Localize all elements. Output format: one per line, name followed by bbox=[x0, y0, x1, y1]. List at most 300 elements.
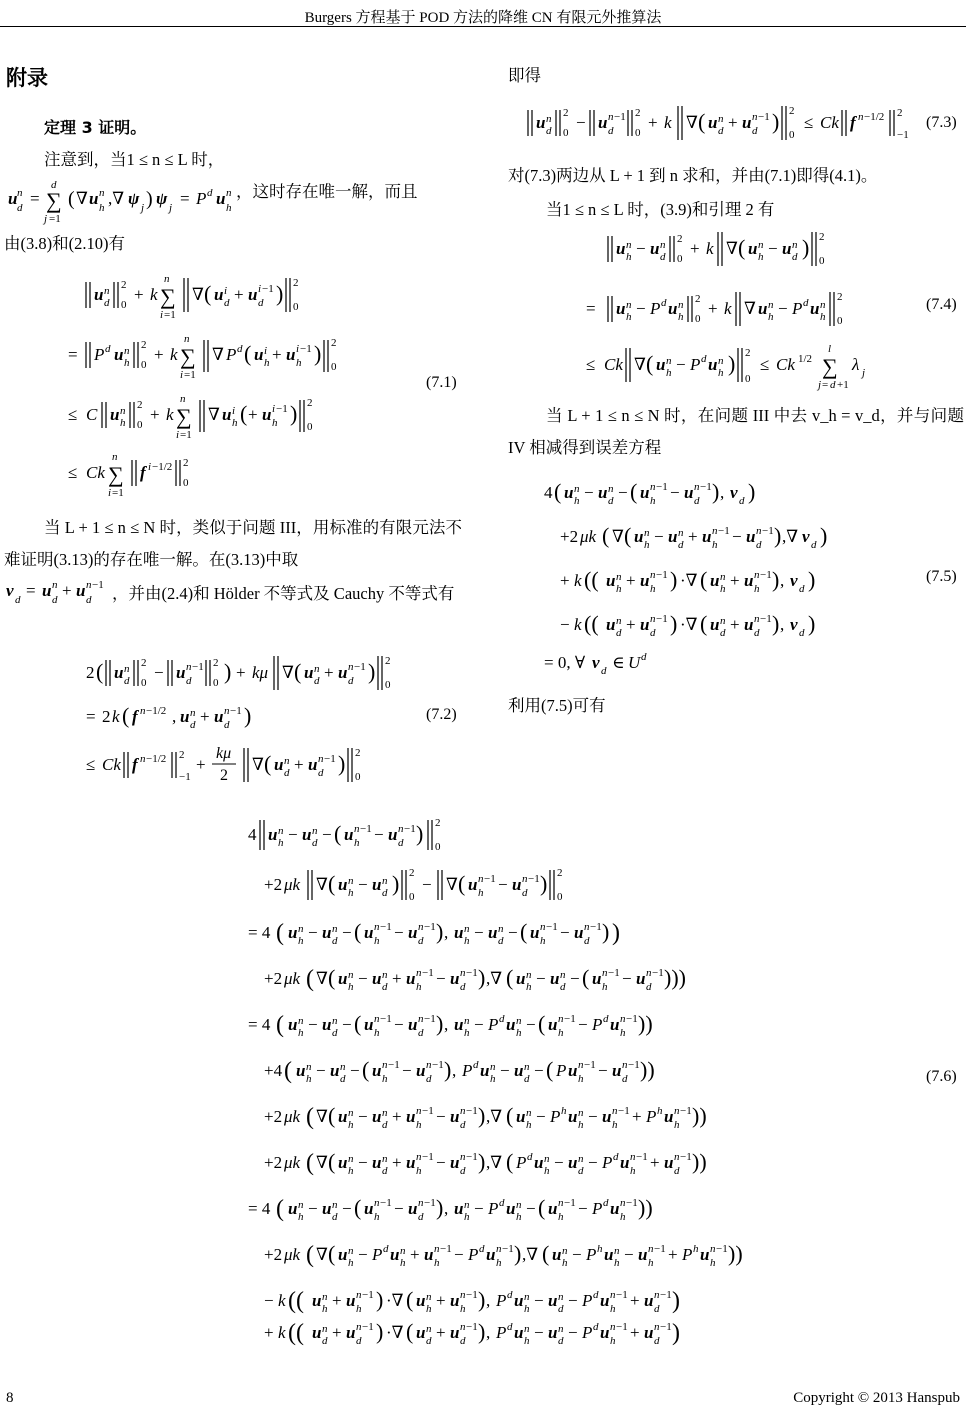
svg-text:d: d bbox=[382, 1165, 388, 1177]
svg-text:h: h bbox=[526, 981, 532, 993]
svg-text:u: u bbox=[568, 1153, 578, 1172]
svg-text:(: ( bbox=[554, 479, 562, 504]
svg-text:h: h bbox=[602, 981, 608, 993]
svg-text:n: n bbox=[418, 1013, 424, 1025]
svg-text:+: + bbox=[730, 571, 740, 590]
svg-text:(: ( bbox=[698, 109, 706, 134]
svg-text:+: + bbox=[708, 299, 718, 318]
svg-text:): ) bbox=[808, 611, 816, 636]
svg-text:(: ( bbox=[630, 479, 638, 504]
svg-text:h: h bbox=[758, 251, 764, 263]
svg-text:n: n bbox=[356, 1321, 362, 1333]
svg-text:−: − bbox=[394, 923, 404, 942]
svg-text:u: u bbox=[308, 755, 318, 774]
svg-text:u: u bbox=[606, 615, 616, 634]
svg-text:u: u bbox=[114, 663, 124, 682]
svg-text:(: ( bbox=[240, 401, 248, 426]
svg-text:−1: −1 bbox=[422, 1151, 434, 1163]
svg-text:): ) bbox=[436, 919, 444, 944]
svg-text:u: u bbox=[758, 299, 768, 318]
svg-text:u: u bbox=[286, 345, 296, 364]
svg-text:,: , bbox=[486, 1323, 491, 1342]
svg-text:(: ( bbox=[306, 1242, 314, 1268]
svg-text:d: d bbox=[524, 1073, 530, 1085]
svg-text:2: 2 bbox=[141, 339, 147, 351]
svg-text:u: u bbox=[312, 1291, 322, 1310]
svg-text:k: k bbox=[574, 615, 582, 634]
svg-text:+: + bbox=[234, 285, 244, 304]
svg-text:u: u bbox=[548, 1291, 558, 1310]
svg-text:d: d bbox=[340, 1073, 346, 1085]
svg-text:u: u bbox=[700, 1245, 710, 1264]
svg-text:n: n bbox=[578, 1153, 584, 1165]
left-paragraph-5-tail: ，并由(2.4)和 Hölder 不等式及 Cauchy 不等式有 bbox=[112, 584, 455, 603]
svg-text:d: d bbox=[332, 1027, 338, 1039]
svg-text:−: − bbox=[508, 923, 518, 942]
svg-text:u: u bbox=[416, 1061, 426, 1080]
equation-7-6-number: (7.6) bbox=[926, 1068, 957, 1085]
svg-text:v: v bbox=[790, 571, 798, 590]
svg-text:P: P bbox=[582, 1291, 593, 1310]
svg-text:−: − bbox=[624, 1245, 634, 1264]
svg-text:−: − bbox=[576, 113, 586, 132]
svg-text:): ) bbox=[376, 1287, 384, 1312]
svg-text:d: d bbox=[186, 675, 192, 687]
svg-text:(: ( bbox=[306, 966, 314, 992]
svg-text:2: 2 bbox=[435, 817, 441, 829]
svg-text:0: 0 bbox=[293, 301, 299, 313]
svg-text:): ) bbox=[540, 871, 548, 896]
svg-text:2: 2 bbox=[897, 107, 903, 119]
svg-text:n: n bbox=[348, 661, 354, 673]
svg-text:u: u bbox=[486, 1245, 496, 1264]
svg-text:u: u bbox=[214, 707, 224, 726]
svg-text:−1: −1 bbox=[660, 1321, 672, 1333]
svg-text:+: + bbox=[560, 571, 570, 590]
section-title: 附录 bbox=[6, 66, 48, 90]
svg-text:n: n bbox=[626, 239, 632, 251]
svg-text:d: d bbox=[646, 981, 652, 993]
svg-text:u: u bbox=[454, 923, 464, 942]
svg-text:d: d bbox=[382, 981, 388, 993]
svg-text:u: u bbox=[512, 875, 522, 894]
svg-text:h: h bbox=[464, 1027, 470, 1039]
svg-text:=: = bbox=[86, 707, 96, 726]
svg-text:≤: ≤ bbox=[86, 755, 96, 774]
svg-text:d: d bbox=[224, 719, 230, 731]
svg-text:n: n bbox=[322, 1291, 328, 1303]
svg-text:h: h bbox=[693, 1243, 699, 1255]
svg-text:−1/2: −1/2 bbox=[152, 461, 173, 473]
svg-text:h: h bbox=[416, 1165, 422, 1177]
svg-text:u: u bbox=[616, 239, 626, 258]
svg-text:P: P bbox=[646, 1107, 657, 1126]
svg-text:−: − bbox=[394, 1199, 404, 1218]
svg-text:u: u bbox=[89, 189, 99, 208]
svg-text:−: − bbox=[534, 1291, 544, 1310]
svg-text:u: u bbox=[702, 527, 712, 546]
svg-text:u: u bbox=[516, 1107, 526, 1126]
svg-text:= 0, ∀: = 0, ∀ bbox=[544, 653, 586, 672]
svg-text:−: − bbox=[534, 1061, 544, 1080]
svg-text:n: n bbox=[654, 1321, 660, 1333]
svg-text:n: n bbox=[792, 239, 798, 251]
svg-text:d: d bbox=[603, 1013, 609, 1025]
svg-text:1/2: 1/2 bbox=[798, 353, 813, 365]
svg-text:,: , bbox=[444, 923, 449, 942]
svg-text:u: u bbox=[176, 663, 186, 682]
svg-text:h: h bbox=[99, 202, 105, 214]
svg-text:−1: −1 bbox=[380, 1197, 392, 1209]
svg-text:n: n bbox=[348, 1107, 354, 1119]
svg-text:,∇: ,∇ bbox=[522, 1245, 539, 1264]
svg-text:u: u bbox=[600, 1291, 610, 1310]
svg-text:d: d bbox=[418, 1211, 424, 1223]
svg-text:h: h bbox=[820, 311, 826, 323]
svg-text:u: u bbox=[514, 1061, 524, 1080]
svg-text:2: 2 bbox=[331, 337, 337, 349]
svg-text:−: − bbox=[578, 1015, 588, 1034]
svg-text:j: j bbox=[169, 202, 173, 214]
svg-text:=1: =1 bbox=[112, 487, 124, 499]
svg-text:d: d bbox=[418, 935, 424, 947]
svg-text:n: n bbox=[382, 875, 388, 887]
svg-text:∇: ∇ bbox=[208, 405, 220, 424]
svg-text:+: + bbox=[626, 571, 636, 590]
svg-text:n: n bbox=[374, 921, 380, 933]
svg-text:n: n bbox=[622, 1059, 628, 1071]
svg-text:u: u bbox=[710, 615, 720, 634]
svg-text:d: d bbox=[811, 539, 817, 551]
svg-text:−1: −1 bbox=[590, 921, 602, 933]
svg-text:u: u bbox=[450, 1323, 460, 1342]
svg-text:=1: =1 bbox=[164, 309, 176, 321]
svg-text:n: n bbox=[460, 1321, 466, 1333]
svg-text:n: n bbox=[630, 1151, 636, 1163]
svg-text:h: h bbox=[720, 583, 726, 595]
svg-text:)): )) bbox=[692, 1149, 707, 1174]
svg-text:d: d bbox=[792, 251, 798, 263]
svg-text:λ: λ bbox=[852, 355, 860, 374]
svg-text:P: P bbox=[592, 1199, 603, 1218]
right-paragraph-3: 当1 ≤ n ≤ L 时，(3.9)和引理 2 有 bbox=[546, 200, 775, 219]
svg-text:(: ( bbox=[306, 1104, 314, 1130]
svg-text:(: ( bbox=[276, 1196, 284, 1222]
svg-text:4: 4 bbox=[248, 825, 257, 844]
svg-text:∇: ∇ bbox=[252, 755, 264, 774]
svg-text:k: k bbox=[278, 1291, 286, 1310]
svg-text:2: 2 bbox=[837, 291, 843, 303]
svg-text:0: 0 bbox=[213, 677, 219, 689]
svg-text:l: l bbox=[828, 343, 832, 355]
equation-7-5 bbox=[540, 470, 880, 680]
svg-text:∇: ∇ bbox=[316, 969, 328, 988]
svg-text:= 4: = 4 bbox=[248, 1199, 271, 1218]
svg-text:ψ: ψ bbox=[156, 189, 168, 208]
svg-text:u: u bbox=[548, 1015, 558, 1034]
svg-text:u: u bbox=[296, 1061, 306, 1080]
svg-text:−1: −1 bbox=[656, 613, 668, 625]
svg-text:h: h bbox=[718, 367, 724, 379]
svg-text:n: n bbox=[718, 113, 724, 125]
svg-text:−: − bbox=[454, 1245, 464, 1264]
svg-text:((: (( bbox=[584, 611, 599, 636]
svg-text:n: n bbox=[610, 1321, 616, 1333]
svg-text:0: 0 bbox=[137, 419, 143, 431]
svg-text:h: h bbox=[306, 1073, 312, 1085]
svg-text:n: n bbox=[678, 299, 684, 311]
svg-text:P: P bbox=[462, 1061, 473, 1080]
svg-text:2: 2 bbox=[635, 107, 641, 119]
svg-text:n: n bbox=[498, 923, 504, 935]
svg-text:+: + bbox=[196, 755, 206, 774]
svg-text:j: j bbox=[141, 202, 145, 214]
svg-text:−1: −1 bbox=[404, 823, 416, 835]
svg-text:h: h bbox=[558, 1027, 564, 1039]
svg-text:h: h bbox=[620, 1211, 626, 1223]
svg-text:−1: −1 bbox=[466, 967, 478, 979]
svg-text:u: u bbox=[506, 1199, 516, 1218]
svg-text:−: − bbox=[498, 875, 508, 894]
svg-text:d: d bbox=[660, 251, 666, 263]
svg-text:≤: ≤ bbox=[804, 113, 814, 132]
svg-text:h: h bbox=[610, 1335, 616, 1347]
svg-text:k: k bbox=[112, 707, 120, 726]
svg-text:−1: −1 bbox=[760, 569, 772, 581]
svg-text:n: n bbox=[524, 1291, 530, 1303]
equation-7-6 bbox=[246, 806, 866, 1346]
svg-text:d: d bbox=[426, 1335, 432, 1347]
svg-text:=: = bbox=[822, 379, 829, 391]
svg-text:−1: −1 bbox=[179, 771, 191, 783]
svg-text:n: n bbox=[426, 1323, 432, 1335]
svg-text:u: u bbox=[180, 707, 190, 726]
svg-text:n: n bbox=[140, 753, 146, 765]
svg-text:∑: ∑ bbox=[46, 188, 62, 213]
svg-text:Ck: Ck bbox=[86, 463, 105, 482]
left-paragraph-3: 由(3.8)和(2.10)有 bbox=[4, 234, 125, 253]
svg-text:2: 2 bbox=[557, 867, 563, 879]
svg-text:+: + bbox=[728, 113, 738, 132]
svg-text:): ) bbox=[416, 821, 424, 846]
svg-text:n: n bbox=[496, 1243, 502, 1255]
svg-text:−: − bbox=[500, 1061, 510, 1080]
svg-text:−: − bbox=[436, 969, 446, 988]
svg-text:d: d bbox=[382, 1119, 388, 1131]
svg-text:∑: ∑ bbox=[108, 462, 124, 487]
svg-text:j: j bbox=[44, 213, 48, 225]
svg-text:): ) bbox=[290, 401, 298, 426]
svg-text:+: + bbox=[200, 707, 210, 726]
svg-text:i: i bbox=[176, 429, 180, 441]
svg-text:u: u bbox=[616, 299, 626, 318]
svg-text:n: n bbox=[758, 239, 764, 251]
svg-text:h: h bbox=[232, 417, 238, 429]
svg-text:−1: −1 bbox=[652, 967, 664, 979]
svg-text:−1: −1 bbox=[700, 481, 712, 493]
svg-text:h: h bbox=[382, 1073, 388, 1085]
svg-text:n: n bbox=[560, 969, 566, 981]
svg-text:P: P bbox=[592, 1015, 603, 1034]
svg-text:u: u bbox=[406, 1107, 416, 1126]
svg-text:+: + bbox=[392, 1107, 402, 1126]
svg-text:n: n bbox=[298, 923, 304, 935]
svg-text:u: u bbox=[638, 1245, 648, 1264]
svg-text:P: P bbox=[550, 1107, 561, 1126]
svg-text:−1: −1 bbox=[422, 967, 434, 979]
svg-text:u: u bbox=[742, 113, 752, 132]
svg-text:n: n bbox=[278, 825, 284, 837]
svg-text:h: h bbox=[644, 539, 650, 551]
svg-text:): ) bbox=[748, 479, 756, 504]
svg-text:+: + bbox=[690, 239, 700, 258]
svg-text:(: ( bbox=[294, 659, 302, 684]
svg-text:2: 2 bbox=[213, 657, 219, 669]
svg-text:u: u bbox=[450, 1107, 460, 1126]
svg-text:+2: +2 bbox=[264, 875, 283, 894]
svg-text:+: + bbox=[410, 1245, 420, 1264]
svg-text:+: + bbox=[630, 1291, 640, 1310]
svg-text:−1: −1 bbox=[564, 1197, 576, 1209]
svg-text:n: n bbox=[314, 663, 320, 675]
svg-text:n: n bbox=[382, 1107, 388, 1119]
svg-text:): ) bbox=[672, 1288, 680, 1314]
svg-text:−1: −1 bbox=[628, 1059, 640, 1071]
svg-text:kμ: kμ bbox=[216, 745, 232, 762]
svg-text:−: − bbox=[534, 1323, 544, 1342]
svg-text:(: ( bbox=[700, 611, 708, 636]
svg-text:u: u bbox=[536, 113, 546, 132]
svg-text:n: n bbox=[540, 921, 546, 933]
svg-text:d: d bbox=[426, 1073, 432, 1085]
svg-text:u: u bbox=[708, 113, 718, 132]
left-paragraph-1: 注意到，当1 ≤ n ≤ L 时， bbox=[44, 150, 225, 169]
svg-text:+: + bbox=[436, 1323, 446, 1342]
svg-text:d: d bbox=[499, 1197, 505, 1209]
svg-text:d: d bbox=[527, 1151, 533, 1163]
svg-text:h: h bbox=[540, 935, 546, 947]
svg-text:d: d bbox=[622, 1073, 628, 1085]
svg-text:u: u bbox=[664, 1153, 674, 1172]
svg-text:−: − bbox=[622, 969, 632, 988]
svg-text:u: u bbox=[684, 483, 694, 502]
svg-text:−: − bbox=[598, 1061, 608, 1080]
svg-text:n: n bbox=[356, 1289, 362, 1301]
svg-text:n: n bbox=[602, 967, 608, 979]
svg-text:−1/2: −1/2 bbox=[146, 705, 167, 717]
svg-text:+: + bbox=[264, 1323, 274, 1342]
svg-text:2: 2 bbox=[179, 749, 185, 761]
svg-text:k: k bbox=[166, 405, 174, 424]
svg-text:=: = bbox=[586, 299, 596, 318]
svg-text:(: ( bbox=[458, 871, 466, 896]
svg-text:(: ( bbox=[538, 1011, 546, 1036]
svg-text:P: P bbox=[488, 1199, 499, 1218]
svg-text:P: P bbox=[226, 345, 237, 364]
svg-text:−1: −1 bbox=[276, 403, 288, 415]
svg-text:n: n bbox=[654, 1289, 660, 1301]
svg-text:h: h bbox=[710, 1257, 716, 1269]
theorem-label: 定理 3 证明。 bbox=[44, 118, 147, 137]
svg-text:P: P bbox=[94, 345, 105, 364]
svg-text:): ) bbox=[436, 1195, 444, 1220]
svg-text:∑: ∑ bbox=[180, 344, 196, 369]
svg-text:n: n bbox=[616, 571, 622, 583]
svg-text:): ) bbox=[820, 523, 828, 548]
svg-text:0: 0 bbox=[141, 359, 147, 371]
svg-text:h: h bbox=[348, 1165, 354, 1177]
svg-text:0: 0 bbox=[331, 361, 337, 373]
svg-text:∇: ∇ bbox=[316, 875, 328, 894]
svg-text:2: 2 bbox=[745, 347, 751, 359]
svg-text:∇: ∇ bbox=[282, 663, 294, 682]
svg-text:2: 2 bbox=[183, 457, 189, 469]
svg-text:u: u bbox=[110, 405, 120, 424]
svg-text:h: h bbox=[524, 1335, 530, 1347]
svg-text:u: u bbox=[656, 355, 666, 374]
svg-text:−: − bbox=[358, 1153, 368, 1172]
svg-text:n: n bbox=[348, 969, 354, 981]
svg-text:+: + bbox=[392, 969, 402, 988]
svg-text:−: − bbox=[554, 1153, 564, 1172]
svg-text:0: 0 bbox=[677, 253, 683, 265]
svg-text:(: ( bbox=[506, 965, 514, 990]
svg-text:): ) bbox=[338, 751, 346, 776]
svg-text:−: − bbox=[768, 239, 778, 258]
svg-text:u: u bbox=[274, 755, 284, 774]
svg-text:u: u bbox=[416, 1323, 426, 1342]
svg-text:(: ( bbox=[406, 1287, 414, 1312]
svg-text:u: u bbox=[408, 923, 418, 942]
svg-text:d: d bbox=[661, 297, 667, 309]
svg-text:n: n bbox=[426, 1059, 432, 1071]
svg-text:h: h bbox=[264, 357, 270, 369]
svg-text:u: u bbox=[810, 299, 820, 318]
svg-text:n: n bbox=[322, 1323, 328, 1335]
svg-text:+: + bbox=[648, 113, 658, 132]
svg-text:−1: −1 bbox=[616, 1289, 628, 1301]
svg-text:0: 0 bbox=[307, 421, 313, 433]
svg-text:−1: −1 bbox=[230, 705, 242, 717]
right-paragraph-5: 利用(7.5)可有 bbox=[508, 696, 606, 715]
svg-text:n: n bbox=[86, 579, 92, 591]
equation-7-3-number: (7.3) bbox=[926, 114, 957, 131]
svg-text:n: n bbox=[674, 1151, 680, 1163]
svg-text:∇: ∇ bbox=[686, 113, 698, 132]
svg-text:): ) bbox=[276, 281, 284, 306]
svg-text:u: u bbox=[598, 483, 608, 502]
svg-text:n: n bbox=[616, 615, 622, 627]
svg-text:): ) bbox=[712, 479, 720, 504]
svg-text:+: + bbox=[236, 663, 246, 682]
right-paragraph-2: 对(7.3)两边从 L + 1 到 n 求和，并由(7.1)即得(4.1)。 bbox=[508, 166, 878, 185]
svg-text:n: n bbox=[460, 1151, 466, 1163]
svg-text:h: h bbox=[374, 935, 380, 947]
svg-text:n: n bbox=[558, 1323, 564, 1335]
svg-text:d: d bbox=[507, 1289, 513, 1301]
svg-text:−1: −1 bbox=[432, 1059, 444, 1071]
svg-text:u: u bbox=[346, 1291, 356, 1310]
svg-text:h: h bbox=[348, 887, 354, 899]
svg-text:h: h bbox=[478, 887, 484, 899]
svg-text:u: u bbox=[344, 825, 354, 844]
svg-text:−: − bbox=[422, 875, 432, 894]
svg-text:,: , bbox=[452, 1061, 457, 1080]
svg-text:−1: −1 bbox=[680, 1151, 692, 1163]
svg-text:n: n bbox=[348, 1153, 354, 1165]
svg-text:j: j bbox=[818, 379, 822, 391]
svg-text:∇: ∇ bbox=[192, 285, 204, 304]
